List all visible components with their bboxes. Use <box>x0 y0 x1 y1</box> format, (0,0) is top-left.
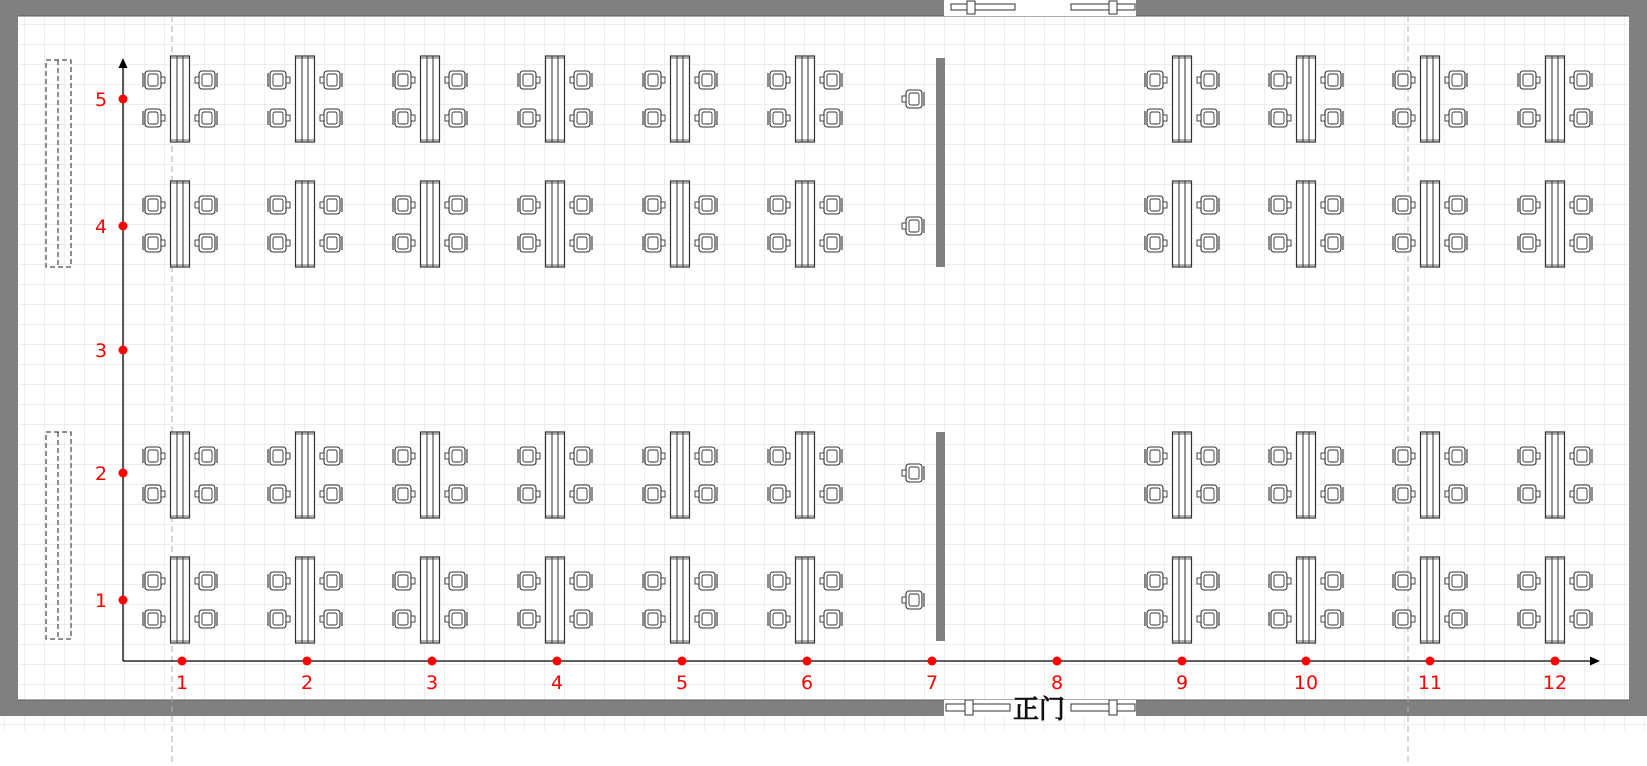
desk-icon <box>296 432 315 518</box>
desk-icon <box>171 432 190 518</box>
desk-icon <box>421 56 440 142</box>
desk-icon <box>1546 557 1565 643</box>
desk-icon <box>1173 432 1192 518</box>
desk-icon <box>1421 432 1440 518</box>
y-axis-marker <box>119 469 128 478</box>
desk-icon <box>1421 181 1440 267</box>
x-axis-label: 9 <box>1175 672 1189 694</box>
x-axis-marker <box>1426 657 1435 666</box>
y-axis-label: 2 <box>94 463 108 485</box>
y-axis-marker <box>119 596 128 605</box>
desk-icon <box>546 181 565 267</box>
x-axis-marker <box>928 657 937 666</box>
desk-icon <box>546 432 565 518</box>
desk-icon <box>1297 557 1316 643</box>
x-axis-label: 3 <box>425 672 439 694</box>
x-axis-marker <box>428 657 437 666</box>
desk-icon <box>171 557 190 643</box>
desk-icon <box>421 181 440 267</box>
partition-upper <box>936 58 945 267</box>
desk-icon <box>1297 181 1316 267</box>
x-axis-label: 12 <box>1542 672 1568 694</box>
x-axis-marker <box>678 657 687 666</box>
desk-icon <box>546 56 565 142</box>
y-axis-label: 5 <box>94 89 108 111</box>
desk-icon <box>1297 56 1316 142</box>
x-axis-marker <box>1178 657 1187 666</box>
x-axis-label: 4 <box>550 672 564 694</box>
top-door[interactable] <box>944 0 1136 16</box>
desk-icon <box>421 432 440 518</box>
desk-icon <box>1546 432 1565 518</box>
desk-icon <box>1421 557 1440 643</box>
x-axis-marker <box>178 657 187 666</box>
desk-icon <box>796 56 815 142</box>
desk-icon <box>296 181 315 267</box>
x-axis-label: 6 <box>800 672 814 694</box>
main-door-label: 正门 <box>1012 695 1066 725</box>
y-axis-label: 1 <box>94 590 108 612</box>
y-axis-label: 4 <box>94 216 108 238</box>
partition-lower <box>936 432 945 641</box>
desk-icon <box>796 181 815 267</box>
x-axis-marker <box>1551 657 1560 666</box>
desk-icon <box>1173 557 1192 643</box>
y-axis-marker <box>119 95 128 104</box>
desk-icon <box>1421 56 1440 142</box>
desk-icon <box>296 56 315 142</box>
x-axis-marker <box>803 657 812 666</box>
x-axis-label: 7 <box>925 672 939 694</box>
desk-icon <box>1173 56 1192 142</box>
desk-icon <box>671 56 690 142</box>
y-axis-label: 3 <box>94 340 108 362</box>
desk-icon <box>796 557 815 643</box>
desk-icon <box>1546 181 1565 267</box>
desk-icon <box>796 432 815 518</box>
x-axis-marker <box>1302 657 1311 666</box>
y-axis-marker <box>119 346 128 355</box>
desk-icon <box>296 557 315 643</box>
x-axis-marker <box>1053 657 1062 666</box>
desk-icon <box>421 557 440 643</box>
x-axis-label: 5 <box>675 672 689 694</box>
desk-icon <box>1173 181 1192 267</box>
desk-icon <box>1297 432 1316 518</box>
x-axis-label: 11 <box>1417 672 1443 694</box>
x-axis-label: 10 <box>1293 672 1319 694</box>
x-axis-label: 8 <box>1050 672 1064 694</box>
x-axis-label: 1 <box>175 672 189 694</box>
desk-icon <box>671 557 690 643</box>
desk-icon <box>671 181 690 267</box>
desk-icon <box>171 56 190 142</box>
desk-icon <box>671 432 690 518</box>
x-axis-marker <box>303 657 312 666</box>
desk-icon <box>171 181 190 267</box>
y-axis-marker <box>119 222 128 231</box>
desk-icon <box>1546 56 1565 142</box>
x-axis-marker <box>553 657 562 666</box>
desk-icon <box>546 557 565 643</box>
x-axis-label: 2 <box>300 672 314 694</box>
